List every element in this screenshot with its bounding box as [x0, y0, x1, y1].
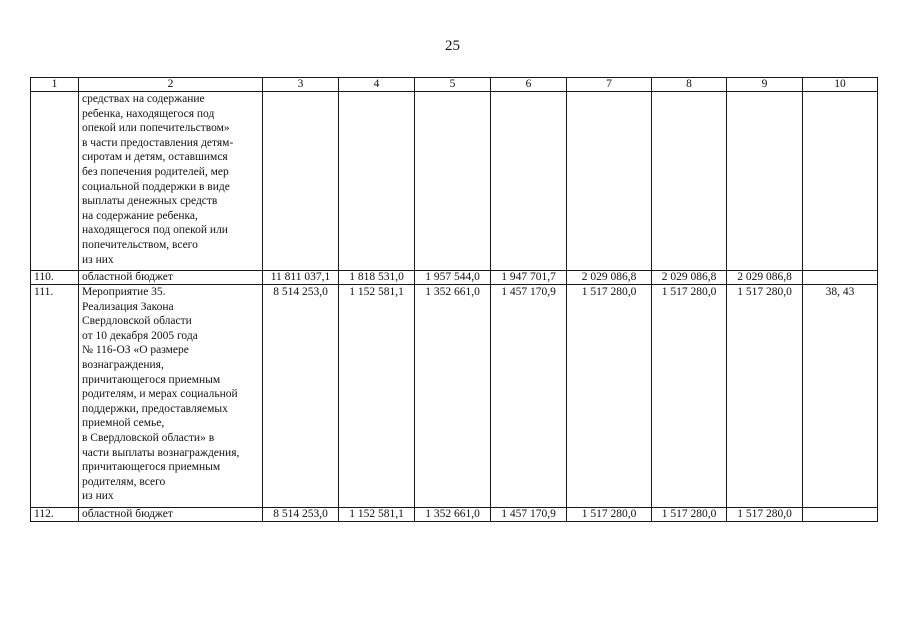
cell-col10: [803, 92, 878, 271]
row-number: [31, 92, 79, 271]
cell-col10: [803, 271, 878, 285]
cell-col4: 1 152 581,1: [339, 508, 415, 522]
cell-col10: [803, 508, 878, 522]
row-description: средствах на содержание ребенка, находящегося под опекой или попечительством» в части предоставления детям- сиротам и детям, оставшимся без попечения родителей, мер социальной поддержки в виде выплаты денежных средств на содержание ребенка, находящегося под опекой или попечительством, всего из них: [79, 92, 263, 271]
cell-col9: 2 029 086,8: [727, 271, 803, 285]
column-header-2: 2: [79, 78, 263, 92]
cell-col4: 1 152 581,1: [339, 285, 415, 508]
cell-col3: 8 514 253,0: [263, 285, 339, 508]
cell-col10: 38, 43: [803, 285, 878, 508]
cell-col8: 1 517 280,0: [652, 285, 727, 508]
cell-col3: 11 811 037,1: [263, 271, 339, 285]
table-row: [31, 92, 878, 271]
cell-col6: 1 457 170,9: [491, 508, 567, 522]
cell-col5: 1 957 544,0: [415, 271, 491, 285]
row-description: Мероприятие 35. Реализация Закона Свердловской области от 10 декабря 2005 года № 116-ОЗ «О размере вознаграждения, причитающегося приемным родителям, и мерах социальной поддержки, предоставляемых приемной семье, в Свердловской области» в части выплаты вознаграждения, причитающегося приемным родителям, всего из них: [79, 285, 263, 508]
column-header-5: 5: [415, 78, 491, 92]
cell-col3: [263, 92, 339, 271]
row-number: 112.: [31, 508, 79, 522]
column-header-1: 1: [31, 78, 79, 92]
cell-col5: 1 352 661,0: [415, 285, 491, 508]
header-row: [31, 78, 878, 92]
cell-col3: 8 514 253,0: [263, 508, 339, 522]
cell-col6: 1 947 701,7: [491, 271, 567, 285]
column-header-9: 9: [727, 78, 803, 92]
column-header-7: 7: [567, 78, 652, 92]
cell-col7: 1 517 280,0: [567, 508, 652, 522]
cell-col4: 1 818 531,0: [339, 271, 415, 285]
cell-col5: 1 352 661,0: [415, 508, 491, 522]
cell-col4: [339, 92, 415, 271]
page-number: 25: [445, 38, 460, 54]
cell-col8: [652, 92, 727, 271]
cell-col6: 1 457 170,9: [491, 285, 567, 508]
table-row: [31, 285, 878, 508]
row-description: областной бюджет: [79, 271, 263, 285]
cell-col8: 2 029 086,8: [652, 271, 727, 285]
column-header-3: 3: [263, 78, 339, 92]
cell-col9: 1 517 280,0: [727, 285, 803, 508]
cell-col7: [567, 92, 652, 271]
table-row: [31, 508, 878, 522]
cell-col5: [415, 92, 491, 271]
cell-col7: 2 029 086,8: [567, 271, 652, 285]
budget-table: [30, 77, 878, 522]
column-header-10: 10: [803, 78, 878, 92]
row-number: 111.: [31, 285, 79, 508]
cell-col6: [491, 92, 567, 271]
column-header-4: 4: [339, 78, 415, 92]
row-number: 110.: [31, 271, 79, 285]
table-row: [31, 271, 878, 285]
column-header-8: 8: [652, 78, 727, 92]
cell-col8: 1 517 280,0: [652, 508, 727, 522]
cell-col9: [727, 92, 803, 271]
cell-col9: 1 517 280,0: [727, 508, 803, 522]
row-description: областной бюджет: [79, 508, 263, 522]
column-header-6: 6: [491, 78, 567, 92]
cell-col7: 1 517 280,0: [567, 285, 652, 508]
